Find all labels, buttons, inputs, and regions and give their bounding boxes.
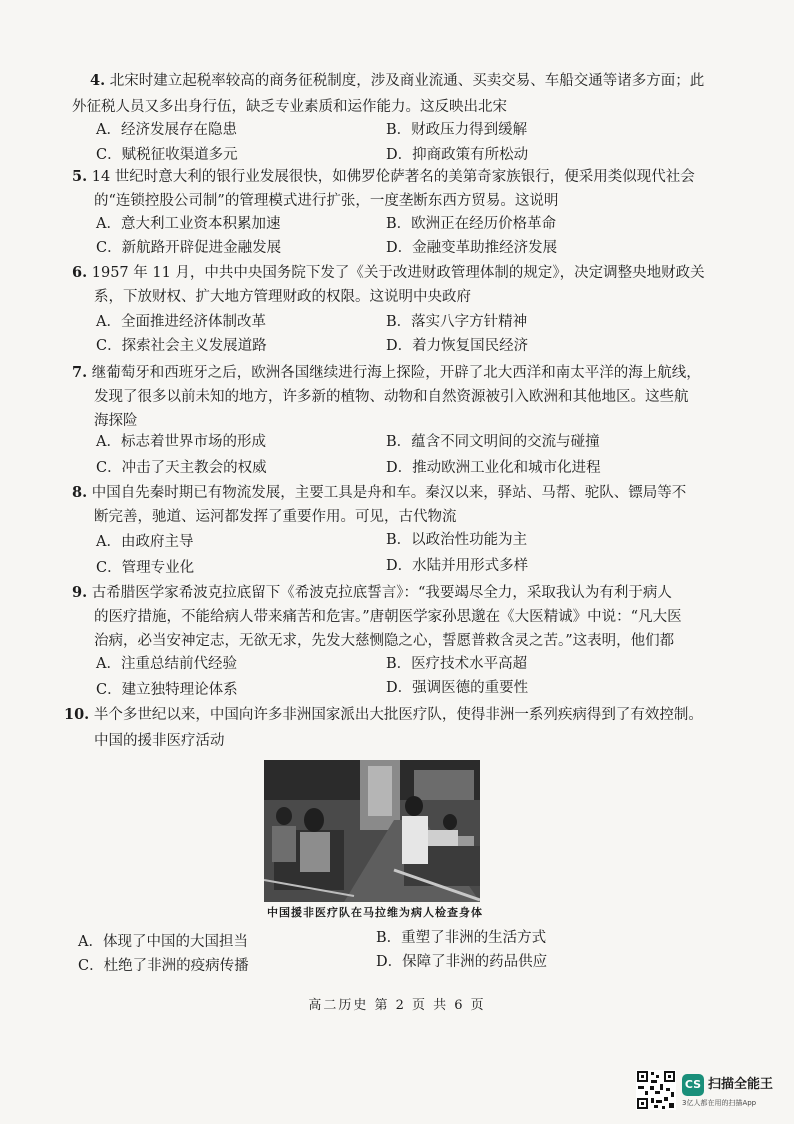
stem-line: 1957 年 11 月，中共中央国务院下发了《关于改进财政管理体制的规定》，决定调整央地财政关 — [91, 265, 705, 281]
option-a: A．全面推进经济体制改革 — [96, 314, 266, 330]
option-a: A．经济发展存在隐患 — [96, 122, 237, 138]
option-d: D．抑商政策有所松动 — [386, 147, 529, 163]
option-b: B．欧洲正在经历价格革命 — [386, 216, 557, 232]
stem-line: 治病，必当安神定志，无欲无求，先发大慈恻隐之心，誓愿普救含灵之苦。”这表明，他们都 — [94, 633, 675, 649]
stem-line: 半个多世纪以来，中国向许多非洲国家派出大批医疗队，使得非洲一系列疾病得到了有效控制。 — [93, 707, 703, 723]
stem-line: 海探险 — [94, 413, 138, 429]
camscanner-tagline: 3亿人都在用的扫描App — [682, 1099, 757, 1107]
option-a: A．标志着世界市场的形成 — [96, 434, 266, 450]
stem-line: 继葡萄牙和西班牙之后，欧洲各国继续进行海上探险，开辟了北大西洋和南太平洋的海上航线， — [91, 365, 701, 381]
option-d: D．保障了非洲的药品供应 — [376, 954, 548, 970]
camscanner-logo-icon: CS — [682, 1074, 704, 1096]
option-d: D．着力恢复国民经济 — [386, 338, 529, 354]
medical-team-photo — [264, 760, 480, 902]
question-8-stem — [72, 480, 686, 506]
question-10-stem — [64, 702, 703, 728]
stem-line: 北宋时建立起税率较高的商务征税制度，涉及商业流通、买卖交易、车船交通等诸多方面；此 — [109, 73, 705, 89]
option-c: C．新航路开辟促进金融发展 — [96, 240, 282, 256]
question-7-stem — [72, 360, 701, 386]
question-4-stem — [90, 68, 704, 94]
option-a: A．由政府主导 — [96, 534, 194, 550]
question-number: 10. — [64, 706, 90, 723]
question-6-stem — [72, 260, 705, 286]
question-5-stem — [72, 164, 695, 190]
page-footer: 高二历史 第 2 页 共 6 页 — [308, 998, 486, 1013]
question-number: 8. — [72, 484, 88, 501]
option-c: C．管理专业化 — [96, 560, 195, 576]
option-d: D．推动欧洲工业化和城市化进程 — [386, 460, 601, 476]
option-b: B．财政压力得到缓解 — [386, 122, 528, 138]
stem-line: 中国的援非医疗活动 — [94, 733, 225, 749]
photo-illustration — [264, 760, 480, 902]
stem-line: 的医疗措施，不能给病人带来痛苦和危害。”唐朝医学家孙思邈在《大医精诚》中说：“凡大医 — [94, 609, 682, 625]
question-number: 4. — [90, 72, 106, 89]
option-d: D．强调医德的重要性 — [386, 680, 529, 696]
option-c: C．杜绝了非洲的疫病传播 — [78, 958, 249, 974]
question-number: 5. — [72, 168, 88, 185]
option-c: C．建立独特理论体系 — [96, 682, 238, 698]
stem-line: 断完善，驰道、运河都发挥了重要作用。可见，古代物流 — [94, 509, 457, 525]
camscanner-app-name: 扫描全能王 — [708, 1077, 774, 1092]
question-number: 6. — [72, 264, 88, 281]
option-a: A．注重总结前代经验 — [96, 656, 237, 672]
photo-caption: 中国援非医疗队在马拉维为病人检查身体 — [267, 906, 483, 919]
stem-line: 古希腊医学家希波克拉底留下《希波克拉底誓言》：“我要竭尽全力，采取我认为有利于病人 — [91, 585, 672, 601]
option-a: A．意大利工业资本积累加速 — [96, 216, 281, 232]
option-b: B．医疗技术水平高超 — [386, 656, 528, 672]
option-d: D．水陆并用形式多样 — [386, 558, 529, 574]
stem-line: 发现了很多以前未知的地方，许多新的植物、动物和自然资源被引入欧洲和其他地区。这些航 — [94, 389, 689, 405]
stem-line: 的“连锁控股公司制”的管理模式进行扩张，一度垄断东西方贸易。这说明 — [94, 193, 559, 209]
stem-line: 14 世纪时意大利的银行业发展很快，如佛罗伦萨著名的美第奇家族银行，便采用类似现代社会 — [91, 169, 695, 185]
option-c: C．冲击了天主教会的权威 — [96, 460, 267, 476]
question-number: 7. — [72, 364, 88, 381]
stem-line: 中国自先秦时期已有物流发展，主要工具是舟和车。秦汉以来，驿站、马帮、驼队、镖局等不 — [91, 485, 687, 501]
option-b: B．蕴含不同文明间的交流与碰撞 — [386, 434, 600, 450]
stem-line: 系，下放财权、扩大地方管理财政的权限。这说明中央政府 — [94, 289, 471, 305]
option-b: B．落实八字方针精神 — [386, 314, 528, 330]
stem-line: 外征税人员又多出身行伍，缺乏专业素质和运作能力。这反映出北宋 — [72, 99, 507, 115]
option-a: A．体现了中国的大国担当 — [78, 934, 248, 950]
question-number: 9. — [72, 584, 88, 601]
option-c: C．赋税征收渠道多元 — [96, 147, 238, 163]
question-9-stem — [72, 580, 672, 606]
qr-code-icon — [636, 1070, 676, 1110]
option-d: D．金融变革助推经济发展 — [386, 240, 558, 256]
option-c: C．探索社会主义发展道路 — [96, 338, 267, 354]
option-b: B．以政治性功能为主 — [386, 532, 528, 548]
option-b: B．重塑了非洲的生活方式 — [376, 930, 547, 946]
